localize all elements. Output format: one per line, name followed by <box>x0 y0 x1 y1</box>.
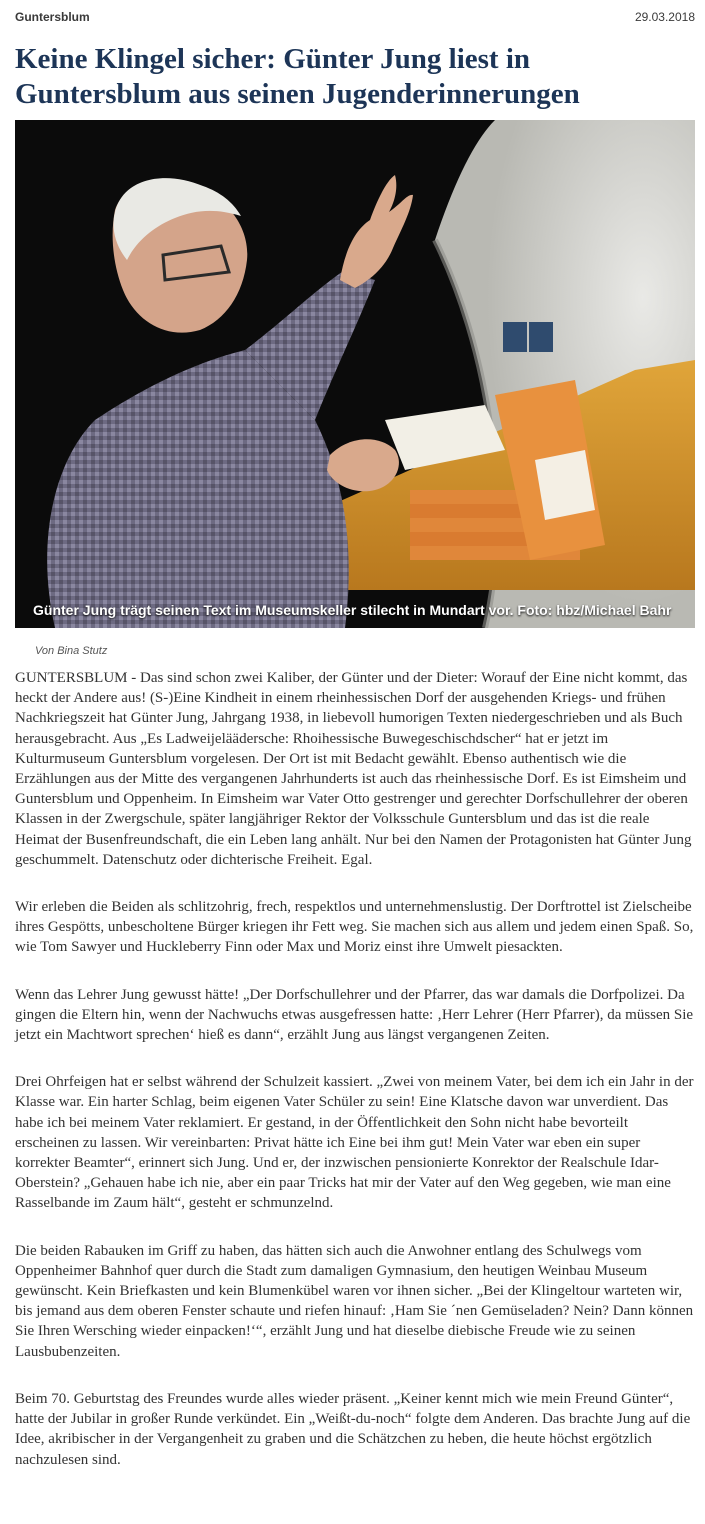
photo-illustration <box>15 120 695 628</box>
article-meta-bar <box>15 10 695 30</box>
article-headline: Keine Klingel sicher: Günter Jung liest in Guntersblum aus seinen Jugenderinnerungen <box>15 43 580 110</box>
photo-caption: Günter Jung trägt seinen Text im Museumskeller stilecht in Mundart vor. Foto: hbz/Michael Bahr <box>33 602 672 618</box>
paragraph: Beim 70. Geburtstag des Freundes wurde alles wieder präsent. „Keiner kennt mich wie mein Freund Günter“, hatte der Jubilar in großer Runde verkündet. Ein „Weißt-du-noch“ folgte dem Anderen. Das brachte Jung auf die Idee, akribischer in der Vergangenheit zu graben und die Schätzchen zu heben, die heute höchst ergötzlich nachzulesen sind. <box>15 1390 691 1468</box>
article-photo <box>15 120 695 628</box>
paragraph: Wir erleben die Beiden als schlitzohrig, frech, respektlos und unternehmenslustig. Der Dorftrottel ist Zielscheibe ihres Gespötts, unbescholtene Bürger kriegen ihr Fett weg. Sie machen sich aus allem und jedem einen Spaß. So, wie Tom Sawyer und Huckleberry Finn oder Max und Moriz einst ihre Umwelt piesackten. <box>15 899 694 956</box>
paragraph: Drei Ohrfeigen hat er selbst während der Schulzeit kassiert. „Zwei von meinem Vater, bei dem ich ein Jahr in der Klasse war. Ein harter Schlag, beim eigenen Vater Schüler zu sein! Eine Klatsche davon war unverdient. Das habe ich bei meinem Vater reklamiert. Er gestand, in der Öffentlichkeit den Sohn nicht habe bevorteilt erscheinen zu lassen. Wir vereinbarten: Privat hätte ich Eine bei ihm gut! Mein Vater war eben ein super korrekter Beamter“, erinnert sich Jung. Und er, der inzwischen pensionierte Konrektor der Realschule Idar-Oberstein? „Gehauen habe ich nie, aber ein paar Tricks hat mir der Vater auf den Weg gegeben, wie man eine Rasselbande im Zaum hält“, gesteht er schmunzelnd. <box>15 1074 694 1212</box>
article-body <box>15 668 695 1497</box>
paragraph: GUNTERSBLUM - Das sind schon zwei Kaliber, der Günter und der Dieter: Worauf der Eine nicht kommt, das heckt der Andere aus! (S-)Eine Kindheit in einem rheinhessischen Dorf der ausgehenden Kriegs- und frühen Nachkriegszeit hat Günter Jung, Jahrgang 1938, in liebevoll humorigen Texten niedergeschrieben und als Buch herausgebracht. Aus „Es Ladweijeläädersche: Rhoihessische Buwegeschischdscher“ hat er jetzt im Kulturmuseum Guntersblum vorgelesen. Der Ort ist mit Bedacht gewählt. Ebenso authentisch wie die Erzählungen aus der Mitte des vergangenen Jahrhunderts ist auch das rheinhessische Dorf. Es ist Eimsheim und Guntersblum und Oppenheim. In Eimsheim war Vater Otto gestrenger und gerechter Dorfschullehrer der oberen Klassen in der Zwergschule, später langjähriger Rektor der Volksschule Guntersblum und das ist die reale Heimat der Busenfreundschaft, die ein Leben lang anhält. Nur bei den Namen der Protagonisten hat Günter Jung geschummelt. Datenschutz oder dichterische Freiheit. Egal. <box>15 670 692 868</box>
paragraph: Die beiden Rabauken im Griff zu haben, das hätten sich auch die Anwohner entlang des Schulwegs vom Oppenheimer Bahnhof quer durch die Stadt zum damaligen Gymnasium, den heutigen Weinbau Museum gewünscht. Kein Briefkasten und kein Blumenkübel waren vor ihnen sicher. „Bei der Klingeltour warteten wir, bis jemand aus dem oberen Fenster schaute und riefen hinauf: ‚Ham Sie ´nen Gemüseladen? Nein? Dann können Sie Ihren Wersching wieder einpacken!‘“, erzählt Jung und hat dieselbe diebische Freude wie zu seinen Lausbubenzeiten. <box>15 1242 694 1360</box>
publish-date: 29.03.2018 <box>634 10 695 24</box>
author-byline: Von Bina Stutz <box>35 645 108 657</box>
section-label[interactable]: Guntersblum <box>15 10 90 24</box>
paragraph: Wenn das Lehrer Jung gewusst hätte! „Der Dorfschullehrer und der Pfarrer, das war damals die Dorfpolizei. Da gingen die Eltern hin, wenn der Nachwuchs etwas ausgefressen hatte: ‚Herr Lehrer (Herr Pfarrer), da müssen Sie jetzt ein Machtwort sprechen‘ hieß es dann“, erzählt Jung aus längst vergangenen Zeiten. <box>15 986 694 1044</box>
